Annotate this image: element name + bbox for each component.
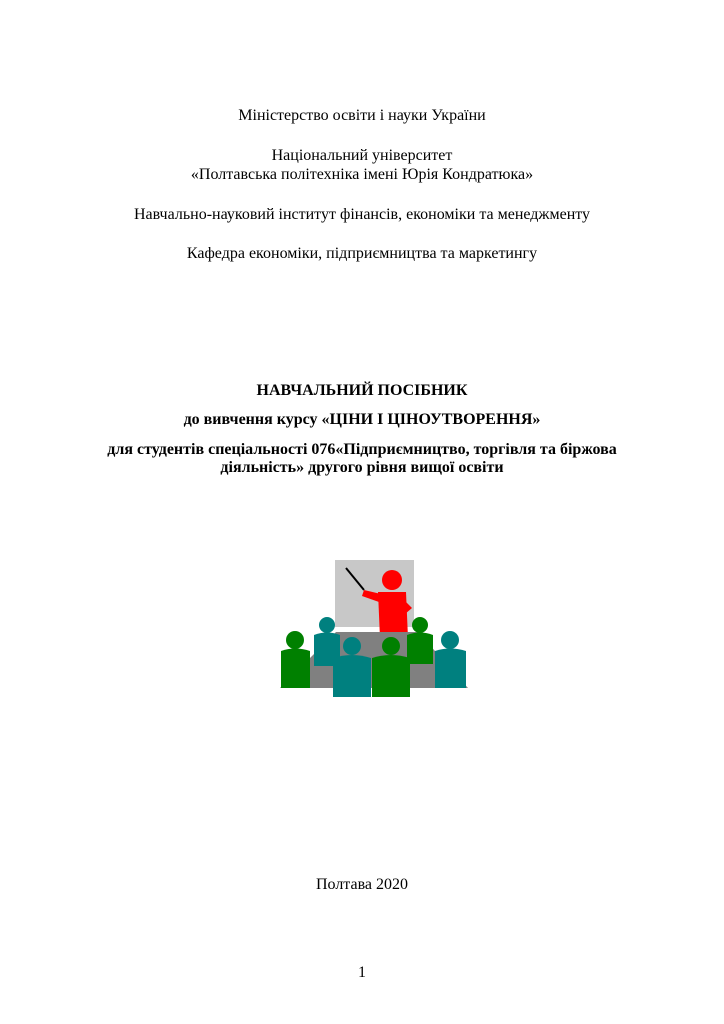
person-right [435,631,466,688]
document-type: НАВЧАЛЬНИЙ ПОСІБНИК [256,382,468,399]
page-number: 1 [358,964,366,981]
department-name: Кафедра економіки, підприємництва та маркетингу [186,245,538,262]
audience-line2: діяльність» другого рівня вищої освіти [220,459,504,476]
person-left [281,631,310,688]
city-year: Полтава 2020 [315,876,409,893]
course-title: до вивчення курсу «ЦІНИ І ЦІНОУТВОРЕННЯ» [183,411,541,428]
ministry-name: Міністерство освіти і науки України [238,107,486,124]
university-name-line2: «Полтавська політехніка імені Юрія Кондратюка» [190,166,534,183]
institute-name: Навчально-науковий інститут фінансів, економіки та менеджменту [133,206,591,223]
university-name-line1: Національний університет [271,147,453,164]
presentation-meeting-icon [278,558,470,698]
audience-line1: для студентів спеціальності 076«Підприємництво, торгівля та біржова [107,441,617,458]
